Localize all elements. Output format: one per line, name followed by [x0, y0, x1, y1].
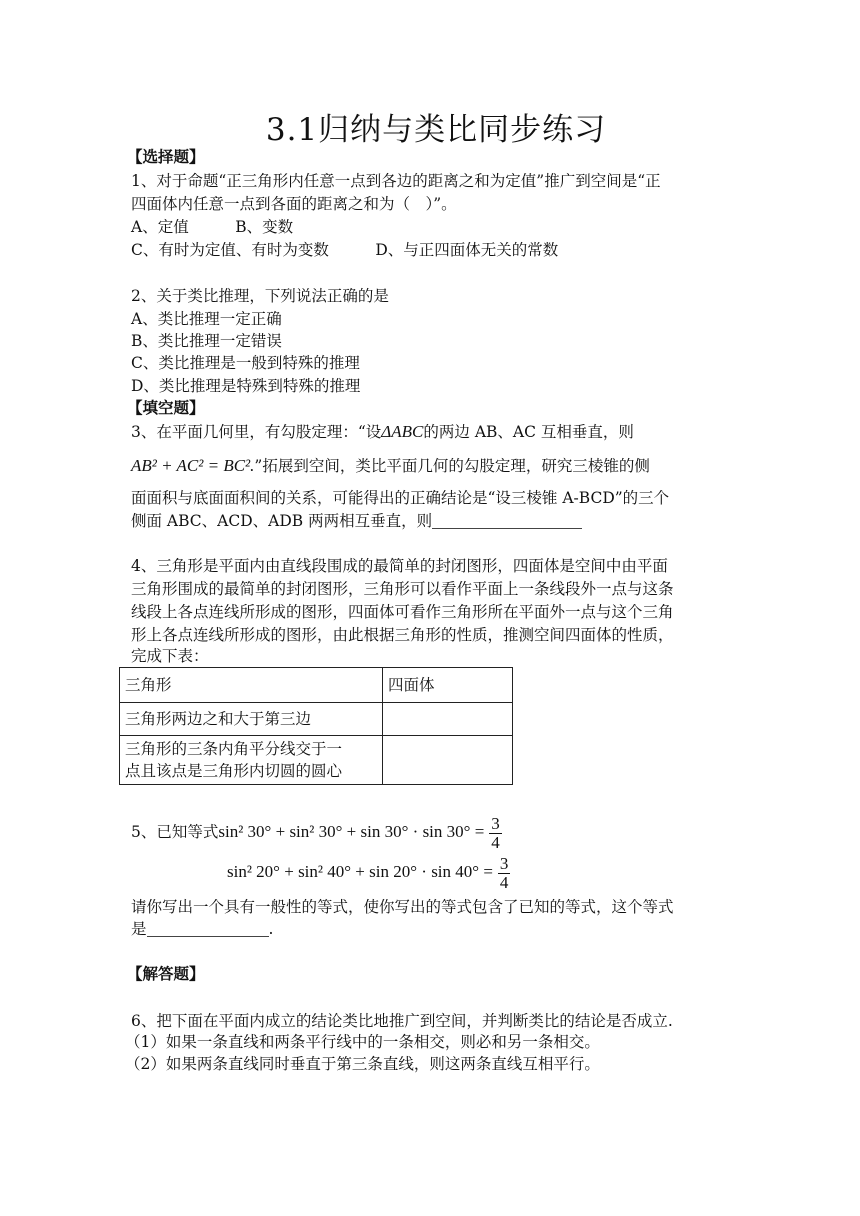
q6-part2: （2）如果两条直线同时垂直于第三条直线，则这两条直线互相平行。: [125, 1055, 600, 1073]
table-cell-triangle-2: [120, 736, 383, 785]
q6-stem: 6、把下面在平面内成立的结论类比地推广到空间，并判断类比的结论是否成立.: [131, 1012, 673, 1030]
q5-answer-blank[interactable]: [147, 920, 269, 937]
q5-equation-1: [131, 812, 502, 852]
q3-pythagoras-formula: AB² + AC² = BC².: [131, 456, 255, 475]
q5-line4-text: 是: [131, 920, 147, 938]
q3-line2: [131, 455, 650, 477]
q1-line2: 四面体内任意一点到各面的距离之和为（ ）”。: [131, 195, 457, 213]
q5-eq1-text: sin² 30° + sin² 30° + sin 30° · sin 30° =: [218, 822, 485, 841]
q5-eq2-fraction: [498, 855, 511, 892]
table-cell-triangle-1: 三角形两边之和大于第三边: [120, 703, 383, 736]
q5-lead: 5、已知等式: [131, 823, 219, 841]
triangle-tetrahedron-table: [119, 667, 513, 785]
fraction-numerator: 3: [499, 853, 509, 873]
q1-options-cd: C、有时为定值、有时为变数 D、与正四面体无关的常数: [131, 241, 559, 259]
fraction-denominator: 4: [499, 872, 509, 892]
table-cell-triangle-2-line2: 点且该点是三角形内切圆的圆心: [125, 762, 343, 780]
q6-part1: （1）如果一条直线和两条平行线中的一条相交，则必和另一条相交。: [125, 1033, 600, 1051]
table-header-tetrahedron: 四面体: [383, 668, 513, 703]
q5-line4-period: .: [268, 920, 274, 938]
table-cell-tetrahedron-1[interactable]: [383, 703, 513, 736]
q4-line4: 形上各点连线所形成的图形，由此根据三角形的性质，推测空间四面体的性质，: [131, 626, 674, 644]
q3-answer-blank[interactable]: [432, 512, 582, 529]
q3-line1-text-a: 3、在平面几何里，有勾股定理：“设: [131, 423, 382, 441]
q5-line4: [131, 918, 273, 940]
table-row: [120, 736, 513, 785]
section-choice: 【选择题】: [127, 148, 205, 166]
q2-option-d: D、类比推理是特殊到特殊的推理: [131, 377, 361, 395]
q4-line1: 4、三角形是平面内由直线段围成的最简单的封闭图形，四面体是空间中由平面: [131, 557, 668, 575]
q3-line1-text-b: 的两边 AB、AC 互相垂直，则: [423, 423, 634, 441]
q3-line4: [131, 510, 582, 532]
q5-eq2-text: sin² 20° + sin² 40° + sin 20° · sin 40° =: [227, 862, 493, 881]
table-row: [120, 668, 513, 703]
q2-option-b: B、类比推理一定错误: [131, 332, 282, 350]
q5-line3: 请你写出一个具有一般性的等式，使你写出的等式包含了已知的等式，这个等式: [131, 898, 674, 916]
page-title: 3.1归纳与类比同步练习: [265, 112, 607, 148]
fraction-numerator: 3: [491, 813, 500, 833]
section-fill: 【填空题】: [127, 399, 205, 417]
q1-options-ab: A、定值 B、变数: [131, 218, 294, 236]
q2-option-c: C、类比推理是一般到特殊的推理: [131, 354, 360, 372]
q3-line3: 面面积与底面面积间的关系，可能得出的正确结论是“设三棱锥 A-BCD”的三个: [131, 489, 670, 507]
q3-line4-text: 侧面 ABC、ACD、ADB 两两相互垂直，则: [131, 512, 433, 530]
table-header-triangle: 三角形: [120, 668, 383, 703]
q4-line3: 线段上各点连线所形成的图形，四面体可看作三角形所在平面外一点与这个三角: [131, 603, 674, 621]
fraction-denominator: 4: [491, 832, 500, 852]
table-row: [120, 703, 513, 736]
q5-equation-2: [227, 852, 510, 892]
q3-line2-text: ”拓展到空间，类比平面几何的勾股定理，研究三棱锥的侧: [254, 457, 650, 475]
table-cell-tetrahedron-2[interactable]: [383, 736, 513, 785]
q2-stem: 2、关于类比推理，下列说法正确的是: [131, 287, 389, 305]
q3-triangle-symbol: ΔABC: [381, 422, 424, 441]
q5-eq1-fraction: [489, 815, 502, 852]
q2-option-a: A、类比推理一定正确: [131, 310, 282, 328]
table-cell-triangle-2-line1: 三角形的三条内角平分线交于一: [125, 740, 343, 758]
q1-line1: 1、对于命题“正三角形内任意一点到各边的距离之和为定值”推广到空间是“正: [131, 172, 661, 190]
section-answer: 【解答题】: [127, 965, 205, 983]
q4-line5: 完成下表：: [131, 647, 209, 665]
q3-line1: [131, 421, 634, 443]
q4-line2: 三角形围成的最简单的封闭图形，三角形可以看作平面上一条线段外一点与这条: [131, 580, 674, 598]
